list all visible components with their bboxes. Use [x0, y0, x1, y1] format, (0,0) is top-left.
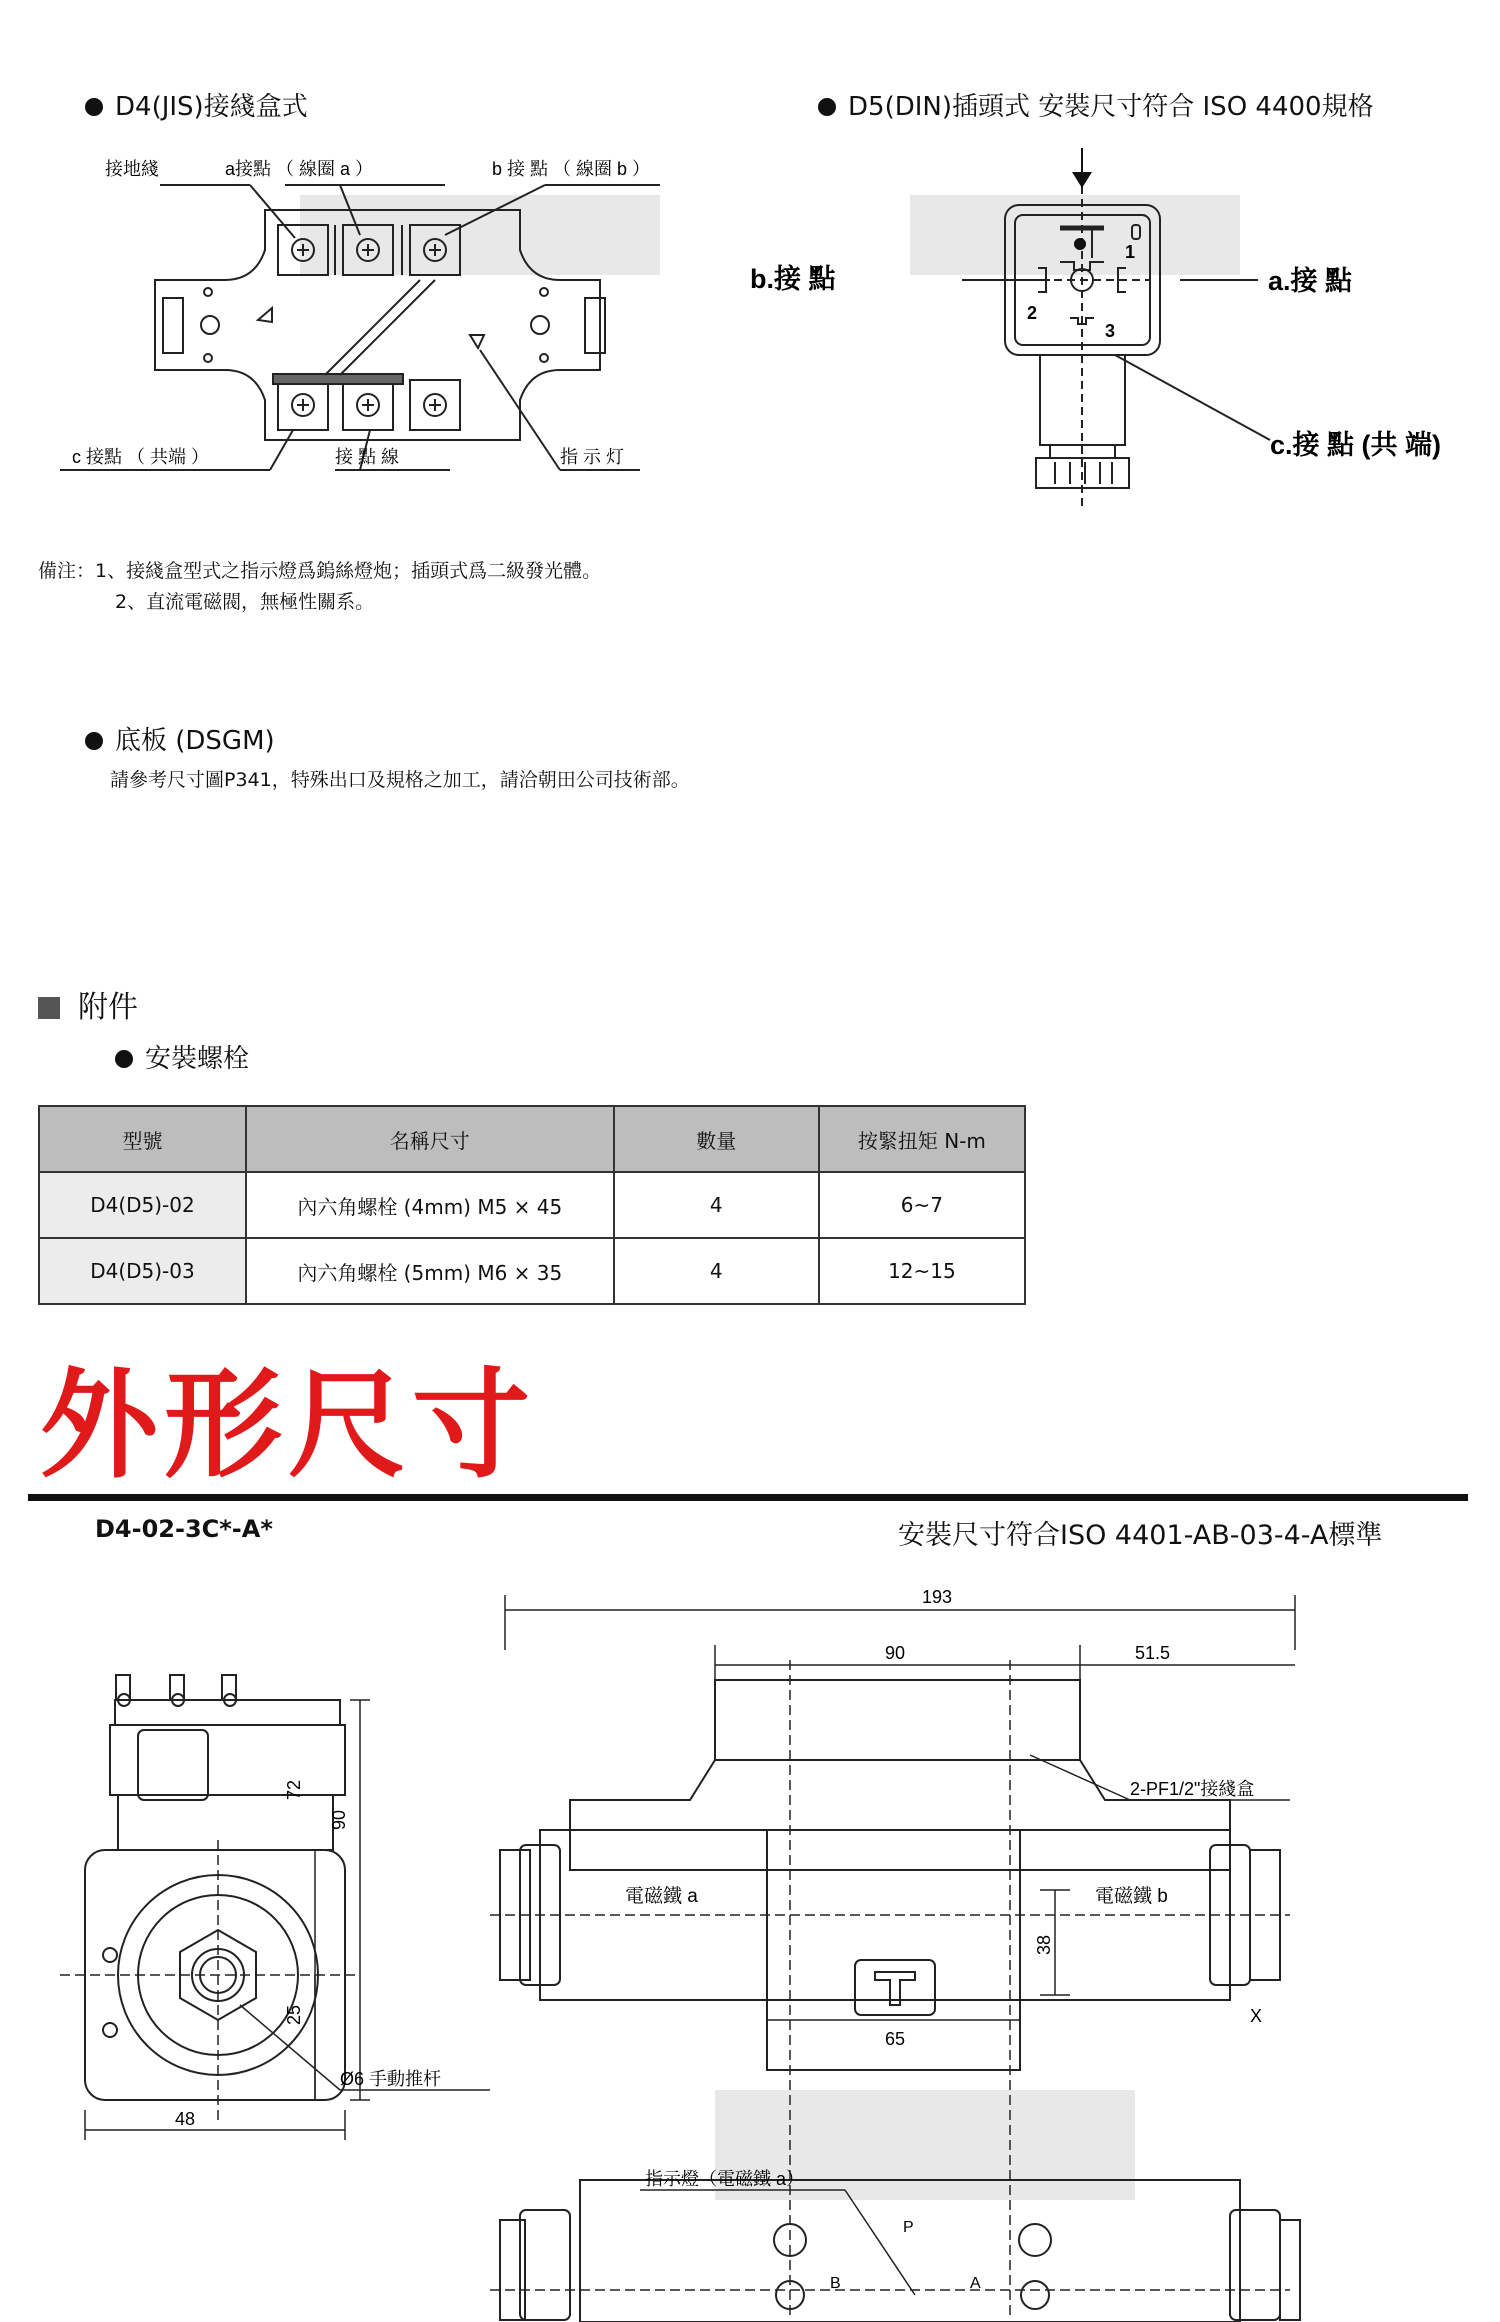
base-plate-text: 請參考尺寸圖P341，特殊出口及規格之加工，請洽朝田公司技術部。: [110, 769, 690, 791]
pin3-label: 3: [1105, 321, 1116, 341]
x-label: X: [1250, 2006, 1263, 2026]
ground-label: 接地綫: [105, 159, 159, 179]
table-row: [39, 1172, 1025, 1238]
table-header: 名稱尺寸: [246, 1106, 614, 1172]
d4-junction-box-diagram: [60, 140, 660, 500]
dim-48: 48: [175, 2109, 196, 2129]
iso-standard: 安裝尺寸符合ISO 4401-AB-03-4-A標準: [898, 1520, 1383, 1551]
solenoid-b-label: 電磁鐵 b: [1095, 1886, 1168, 1907]
table-header-row: [39, 1106, 1025, 1172]
d5-heading: D5(DIN)插頭式 安裝尺寸符合 ISO 4400規格: [818, 86, 1374, 123]
dim-90-vertical: 90: [329, 1809, 349, 1830]
b-point-label: b 接 點 （ 線圈 b ）: [492, 159, 651, 179]
side-view-drawing: [60, 1660, 520, 2160]
a-port-label: A: [970, 2275, 981, 2292]
c-point-label: c 接點 （ 共端 ）: [72, 447, 210, 467]
bolts-subheading: 安裝螺栓: [115, 1038, 249, 1075]
p-port-label: P: [903, 2219, 914, 2236]
dim-193: 193: [922, 1587, 953, 1607]
table-header: 數量: [614, 1106, 819, 1172]
d5-din-plug-diagram: [740, 140, 1480, 520]
dim-72: 72: [284, 1779, 304, 1800]
manual-push-label: Ø6 手動推杆: [340, 2069, 442, 2089]
table-header: 按緊扭矩 N-m: [819, 1106, 1025, 1172]
lamp-label: 指 示 灯: [560, 447, 625, 467]
accessories-section-label: 附件: [78, 990, 138, 1025]
junction-box-label: 2-PF1/2"接綫盒: [1130, 1779, 1255, 1799]
table-cell: 12~15: [819, 1238, 1025, 1304]
outline-title: 外形尺寸: [40, 1356, 537, 1494]
d4-heading: D4(JIS)接綫盒式: [85, 86, 308, 123]
indicator-label: 指示燈（電磁鐵 a）: [645, 2169, 805, 2189]
table-cell: D4(D5)-03: [39, 1238, 246, 1304]
d5-b-point-label: b.接 點: [750, 264, 836, 294]
wire-label: 接 點 線: [335, 447, 400, 467]
table-cell: D4(D5)-02: [39, 1172, 246, 1238]
dim-38: 38: [1034, 1934, 1054, 1955]
d5-c-point-label: c.接 點 (共 端): [1270, 430, 1442, 460]
table-header: 型號: [39, 1106, 246, 1172]
table-cell: 6~7: [819, 1172, 1025, 1238]
bolts-table: [38, 1105, 1026, 1305]
base-plate-heading: 底板 (DSGM): [85, 720, 275, 757]
table-cell: 4: [614, 1238, 819, 1304]
dim-51-5: 51.5: [1135, 1643, 1171, 1663]
table-cell: 內六角螺栓 (4mm) M5 × 45: [246, 1172, 614, 1238]
note-line-1: 備注：1、接綫盒型式之指示燈爲鎢絲燈炮；插頭式爲二級發光體。: [38, 560, 602, 582]
accessories-section-title: [38, 982, 138, 1026]
dim-90: 90: [885, 1643, 906, 1663]
solenoid-a-label: 電磁鐵 a: [625, 1886, 698, 1907]
square-bullet-icon: [38, 997, 60, 1019]
section-divider: [28, 1494, 1468, 1501]
table-cell: 4: [614, 1172, 819, 1238]
b-port-label: B: [830, 2275, 841, 2292]
table-row: [39, 1238, 1025, 1304]
a-point-label: a接點 （ 線圈 a ）: [225, 159, 374, 179]
pin2-label: 2: [1027, 303, 1038, 323]
pin1-label: 1: [1125, 242, 1136, 262]
model-number: D4-02-3C*-A*: [95, 1515, 273, 1543]
dim-65: 65: [885, 2029, 906, 2049]
note-line-2: 2、直流電磁閥，無極性關系。: [115, 591, 375, 613]
d5-a-point-label: a.接 點: [1268, 266, 1353, 296]
table-cell: 內六角螺栓 (5mm) M6 × 35: [246, 1238, 614, 1304]
front-view-drawing: [490, 1560, 1490, 2322]
dim-25: 25: [284, 2004, 304, 2025]
